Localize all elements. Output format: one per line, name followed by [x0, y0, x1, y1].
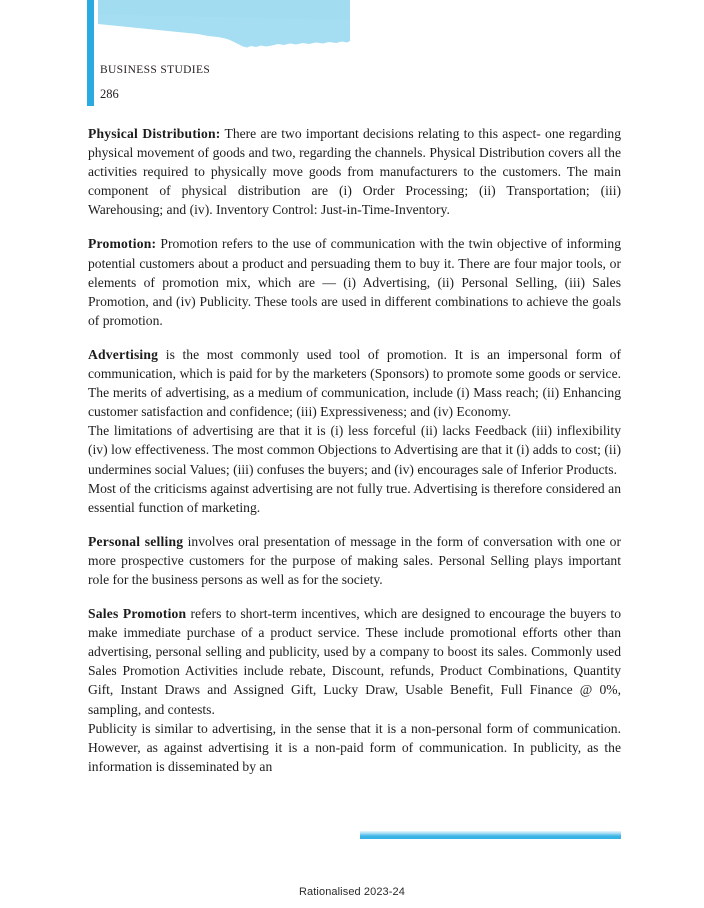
paragraph-publicity — [88, 719, 621, 776]
paragraph-lead-in: Personal selling — [88, 533, 184, 549]
paragraph-promotion — [88, 234, 621, 329]
header-accent-bar — [87, 0, 94, 106]
paragraph-lead-in: Sales Promotion — [88, 606, 187, 622]
paragraph-physical-distribution — [88, 124, 621, 219]
paragraph-lead-in: Advertising — [88, 346, 159, 362]
paragraph-text: refers to short-term incentives, which are designed to encourage the buyers to make immediate purchase of a product service. These include promotional efforts other than advertising, personal selling and publicity, used by a company to boost its sales. Commonly used Sales Promotion Activities include rebate, Discount, refunds, Product Combinations, Quantity Gift, Instant Draws and Assigned Gift, Lucky Draw, Usable Benefit, Full Finance @ 0%, sampling, and contests. — [88, 606, 621, 717]
page-header — [0, 0, 704, 112]
paragraph-advertising — [88, 345, 621, 421]
paragraph-text: is the most commonly used tool of promotion. It is an impersonal form of communication, which is paid for by the marketers (Sponsors) to promote some goods or service. The merits of advertising, as a medium of communication, include (i) Mass reach; (ii) Enhancing customer satisfaction and confidence; (iii) Expressiveness; and (iv) Economy. — [88, 346, 621, 420]
paragraph-text: involves oral presentation of message in the form of conversation with one or more prospective customers for the purpose of making sales. Personal Selling plays important role for the business persons as well as for the society. — [88, 533, 621, 587]
footer-accent-bar — [360, 831, 621, 839]
page-number: 286 — [100, 87, 119, 101]
paragraph-advertising-limitations — [88, 421, 621, 478]
paragraph-text: There are two important decisions relating to this aspect- one regarding physical movement of goods and two, regarding the channels. Physical Distribution covers all the activities required to physically move goods from manufacturers to the customers. The main component of physical distribution are (i) Order Processing; (ii) Transportation; (iii) Warehousing; and (iv). Inventory Control: Just-in-Time-Inventory. — [88, 126, 621, 218]
paragraph-advertising-criticisms — [88, 479, 621, 517]
paragraph-personal-selling — [88, 532, 621, 589]
paragraph-text: Publicity is similar to advertising, in the sense that it is a non-personal form of communication. However, as against advertising it is a non-paid form of communication. In publicity, as the information is disseminated by an — [88, 720, 621, 774]
page-body — [88, 124, 621, 776]
torn-paper-band-icon — [98, 0, 350, 52]
book-title: BUSINESS STUDIES — [100, 64, 211, 76]
paragraph-text: Promotion refers to the use of communication with the twin objective of informing potential customers about a product and persuading them to buy it. There are four major tools, or elements of promotion mix, which are — (i) Advertising, (ii) Personal Selling, (iii) Sales Promotion, and (iv) Publicity. These tools are used in different combinations to achieve the goals of promotion. — [88, 236, 621, 328]
footer-note: Rationalised 2023-24 — [299, 886, 405, 898]
paragraph-text: Most of the criticisms against advertising are not fully true. Advertising is therefore considered an essential function of marketing. — [88, 480, 621, 515]
paragraph-lead-in: Physical Distribution: — [88, 126, 221, 141]
paragraph-lead-in: Promotion: — [88, 236, 157, 252]
paragraph-text: The limitations of advertising are that it is (i) less forceful (ii) lacks Feedback (iii) inflexibility (iv) low effectiveness. The most common Objections to Advertising are that it (i) adds to cost; (ii) undermines social Values; (iii) confuses the buyers; and (iv) encourages sale of Inferior Products. — [88, 423, 621, 477]
paragraph-sales-promotion — [88, 604, 621, 719]
